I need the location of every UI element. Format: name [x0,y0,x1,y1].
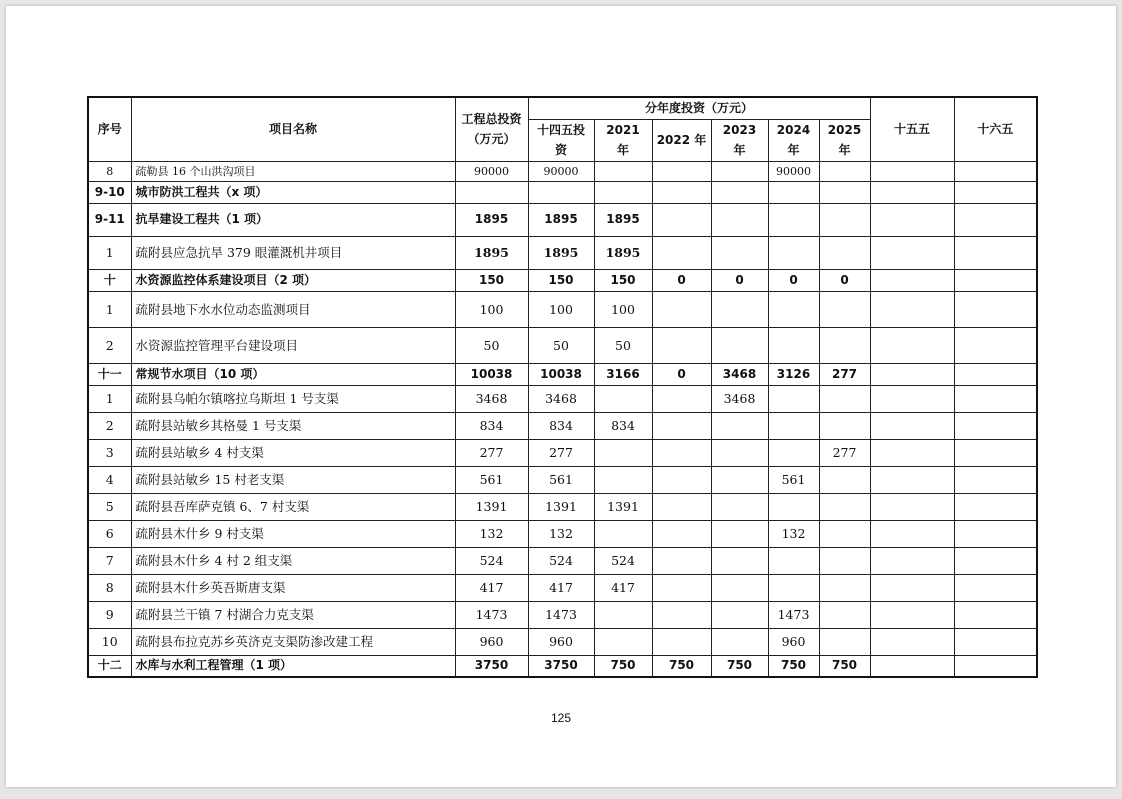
cell-five-year: 1895 [528,203,594,236]
cell-total: 50 [455,327,528,363]
cell-total: 561 [455,466,528,493]
cell-p16 [954,493,1037,520]
cell-p15 [870,385,954,412]
cell-five-year: 1473 [528,601,594,628]
table-body [88,161,1037,677]
cell-p15 [870,363,954,385]
table-row [88,655,1037,677]
header-p16: 十六五 [954,97,1037,161]
cell-name: 疏附县木什乡 9 村支渠 [131,520,455,547]
cell-2025 [819,493,870,520]
cell-p16 [954,601,1037,628]
cell-seq: 十 [88,269,131,291]
cell-2025 [819,601,870,628]
cell-seq: 9 [88,601,131,628]
cell-2024 [768,493,819,520]
cell-2025: 750 [819,655,870,677]
cell-total: 3468 [455,385,528,412]
cell-seq: 10 [88,628,131,655]
cell-total: 150 [455,269,528,291]
cell-2023 [711,181,768,203]
cell-2023 [711,412,768,439]
cell-2025 [819,520,870,547]
cell-seq: 4 [88,466,131,493]
cell-2021: 100 [594,291,652,327]
cell-p16 [954,520,1037,547]
cell-2022 [652,547,711,574]
cell-name: 城市防洪工程共（x 项） [131,181,455,203]
cell-five-year [528,181,594,203]
cell-five-year: 524 [528,547,594,574]
cell-2021: 1895 [594,203,652,236]
cell-2021: 834 [594,412,652,439]
cell-p15 [870,655,954,677]
cell-2025 [819,547,870,574]
cell-total: 132 [455,520,528,547]
cell-2025: 277 [819,439,870,466]
cell-p16 [954,161,1037,181]
cell-five-year: 417 [528,574,594,601]
cell-p15 [870,236,954,269]
cell-2023: 750 [711,655,768,677]
cell-2024 [768,203,819,236]
cell-2023 [711,203,768,236]
cell-2024: 0 [768,269,819,291]
cell-2023 [711,161,768,181]
cell-2023 [711,466,768,493]
cell-2024 [768,439,819,466]
table-row [88,628,1037,655]
cell-seq: 1 [88,236,131,269]
cell-2024 [768,547,819,574]
cell-five-year: 561 [528,466,594,493]
header-2025: 2025 年 [819,119,870,161]
cell-2022 [652,412,711,439]
document-page [6,6,1116,787]
cell-p15 [870,203,954,236]
cell-total: 10038 [455,363,528,385]
table-header [88,97,1037,161]
cell-2021 [594,181,652,203]
cell-2022 [652,385,711,412]
cell-five-year: 90000 [528,161,594,181]
cell-2023 [711,236,768,269]
cell-name: 疏附县布拉克苏乡英济克支渠防渗改建工程 [131,628,455,655]
cell-p15 [870,547,954,574]
cell-p16 [954,269,1037,291]
cell-name: 疏附县站敏乡 4 村支渠 [131,439,455,466]
cell-p15 [870,574,954,601]
table-row [88,412,1037,439]
cell-2024 [768,412,819,439]
table-row [88,466,1037,493]
table-row [88,439,1037,466]
cell-2022: 0 [652,269,711,291]
cell-2024: 750 [768,655,819,677]
cell-p15 [870,628,954,655]
cell-2021 [594,520,652,547]
cell-seq: 3 [88,439,131,466]
header-p15: 十五五 [870,97,954,161]
cell-2022 [652,161,711,181]
cell-total: 1391 [455,493,528,520]
cell-2021 [594,466,652,493]
cell-2021: 3166 [594,363,652,385]
cell-2021 [594,628,652,655]
cell-p16 [954,628,1037,655]
cell-2025: 277 [819,363,870,385]
table-row [88,291,1037,327]
cell-p15 [870,466,954,493]
cell-name: 疏附县木什乡英吾斯唐支渠 [131,574,455,601]
cell-p16 [954,439,1037,466]
cell-2025 [819,385,870,412]
cell-seq: 5 [88,493,131,520]
cell-2023 [711,601,768,628]
cell-2021: 524 [594,547,652,574]
cell-2021: 1391 [594,493,652,520]
header-row-1 [88,97,1037,119]
cell-2025 [819,628,870,655]
cell-five-year: 1391 [528,493,594,520]
cell-name: 疏附县站敏乡 15 村老支渠 [131,466,455,493]
cell-name: 疏附县应急抗旱 379 眼灌溉机井项目 [131,236,455,269]
cell-seq: 8 [88,574,131,601]
cell-2023: 3468 [711,385,768,412]
cell-2023 [711,520,768,547]
cell-p15 [870,439,954,466]
cell-2024 [768,327,819,363]
cell-2024: 960 [768,628,819,655]
cell-p16 [954,363,1037,385]
cell-2022 [652,628,711,655]
cell-seq: 7 [88,547,131,574]
header-annual: 分年度投资（万元） [528,97,870,119]
table-row [88,547,1037,574]
cell-total: 1895 [455,236,528,269]
cell-2024: 561 [768,466,819,493]
cell-five-year: 150 [528,269,594,291]
cell-2025 [819,181,870,203]
page-number: 125 [550,711,572,725]
header-2023: 2023 年 [711,119,768,161]
cell-five-year: 50 [528,327,594,363]
cell-2025 [819,466,870,493]
cell-2022 [652,291,711,327]
cell-2022 [652,439,711,466]
cell-p15 [870,269,954,291]
cell-p16 [954,385,1037,412]
table-row [88,327,1037,363]
cell-p16 [954,466,1037,493]
table-row [88,493,1037,520]
header-name: 项目名称 [131,97,455,161]
cell-total: 277 [455,439,528,466]
cell-p15 [870,412,954,439]
table-row [88,236,1037,269]
cell-2021: 750 [594,655,652,677]
header-seq: 序号 [88,97,131,161]
cell-2025 [819,327,870,363]
cell-seq: 6 [88,520,131,547]
table-row [88,269,1037,291]
cell-five-year: 132 [528,520,594,547]
header-2022: 2022 年 [652,119,711,161]
cell-2022 [652,203,711,236]
table-row [88,520,1037,547]
cell-p16 [954,412,1037,439]
cell-five-year: 3750 [528,655,594,677]
cell-seq: 1 [88,291,131,327]
cell-name: 水库与水利工程管理（1 项） [131,655,455,677]
cell-2021: 150 [594,269,652,291]
header-2024: 2024 年 [768,119,819,161]
cell-name: 常规节水项目（10 项） [131,363,455,385]
header-2021: 2021 年 [594,119,652,161]
cell-p16 [954,327,1037,363]
cell-2023 [711,547,768,574]
cell-2021: 417 [594,574,652,601]
cell-five-year: 10038 [528,363,594,385]
cell-2025 [819,291,870,327]
cell-name: 疏勒县 16 个山洪沟项目 [131,161,455,181]
cell-five-year: 834 [528,412,594,439]
cell-2023: 3468 [711,363,768,385]
cell-2023 [711,628,768,655]
cell-p15 [870,601,954,628]
cell-2022 [652,493,711,520]
cell-p16 [954,291,1037,327]
cell-total [455,181,528,203]
table-row [88,363,1037,385]
cell-name: 疏附县地下水水位动态监测项目 [131,291,455,327]
cell-2022 [652,466,711,493]
cell-2022: 750 [652,655,711,677]
cell-p15 [870,493,954,520]
cell-name: 疏附县乌帕尔镇喀拉乌斯坦 1 号支渠 [131,385,455,412]
cell-five-year: 100 [528,291,594,327]
cell-seq: 8 [88,161,131,181]
table-row [88,161,1037,181]
cell-p15 [870,520,954,547]
cell-seq: 2 [88,327,131,363]
cell-2022 [652,601,711,628]
cell-seq: 9-10 [88,181,131,203]
table-row [88,385,1037,412]
cell-seq: 1 [88,385,131,412]
cell-seq: 2 [88,412,131,439]
cell-p15 [870,161,954,181]
cell-total: 1473 [455,601,528,628]
cell-2023 [711,327,768,363]
cell-total: 90000 [455,161,528,181]
cell-total: 3750 [455,655,528,677]
cell-p15 [870,327,954,363]
cell-2021 [594,601,652,628]
cell-2022 [652,327,711,363]
cell-total: 524 [455,547,528,574]
cell-p16 [954,655,1037,677]
cell-2023 [711,439,768,466]
cell-seq: 十二 [88,655,131,677]
cell-2023 [711,493,768,520]
cell-total: 1895 [455,203,528,236]
table-row [88,181,1037,203]
table-row [88,601,1037,628]
cell-2024: 1473 [768,601,819,628]
cell-p16 [954,181,1037,203]
cell-2021: 1895 [594,236,652,269]
cell-name: 疏附县兰干镇 7 村湖合力克支渠 [131,601,455,628]
cell-total: 960 [455,628,528,655]
cell-2024 [768,291,819,327]
cell-2025 [819,236,870,269]
cell-p16 [954,203,1037,236]
table-row [88,203,1037,236]
cell-2024 [768,574,819,601]
cell-2022 [652,236,711,269]
cell-2024: 3126 [768,363,819,385]
cell-2023 [711,574,768,601]
cell-p16 [954,547,1037,574]
cell-2025 [819,412,870,439]
cell-2021 [594,439,652,466]
cell-2022 [652,520,711,547]
cell-2023: 0 [711,269,768,291]
cell-total: 834 [455,412,528,439]
cell-2025 [819,161,870,181]
cell-2022: 0 [652,363,711,385]
cell-seq: 十一 [88,363,131,385]
cell-2022 [652,574,711,601]
cell-2024 [768,181,819,203]
cell-2021 [594,385,652,412]
cell-name: 抗旱建设工程共（1 项） [131,203,455,236]
cell-total: 417 [455,574,528,601]
cell-seq: 9-11 [88,203,131,236]
cell-p15 [870,181,954,203]
cell-name: 水资源监控体系建设项目（2 项） [131,269,455,291]
cell-p16 [954,236,1037,269]
cell-2024 [768,236,819,269]
cell-p15 [870,291,954,327]
cell-name: 水资源监控管理平台建设项目 [131,327,455,363]
cell-five-year: 277 [528,439,594,466]
investment-table [87,96,1038,678]
cell-name: 疏附县木什乡 4 村 2 组支渠 [131,547,455,574]
header-five-year: 十四五投资 [528,119,594,161]
cell-name: 疏附县站敏乡其格曼 1 号支渠 [131,412,455,439]
cell-p16 [954,574,1037,601]
cell-2023 [711,291,768,327]
cell-2025 [819,574,870,601]
cell-2024: 90000 [768,161,819,181]
cell-total: 100 [455,291,528,327]
cell-five-year: 3468 [528,385,594,412]
cell-2021 [594,161,652,181]
header-total: 工程总投资（万元） [455,97,528,161]
cell-2025: 0 [819,269,870,291]
cell-2022 [652,181,711,203]
table-row [88,574,1037,601]
cell-2024 [768,385,819,412]
cell-2025 [819,203,870,236]
cell-2021: 50 [594,327,652,363]
cell-name: 疏附县吾库萨克镇 6、7 村支渠 [131,493,455,520]
cell-five-year: 1895 [528,236,594,269]
cell-five-year: 960 [528,628,594,655]
cell-2024: 132 [768,520,819,547]
